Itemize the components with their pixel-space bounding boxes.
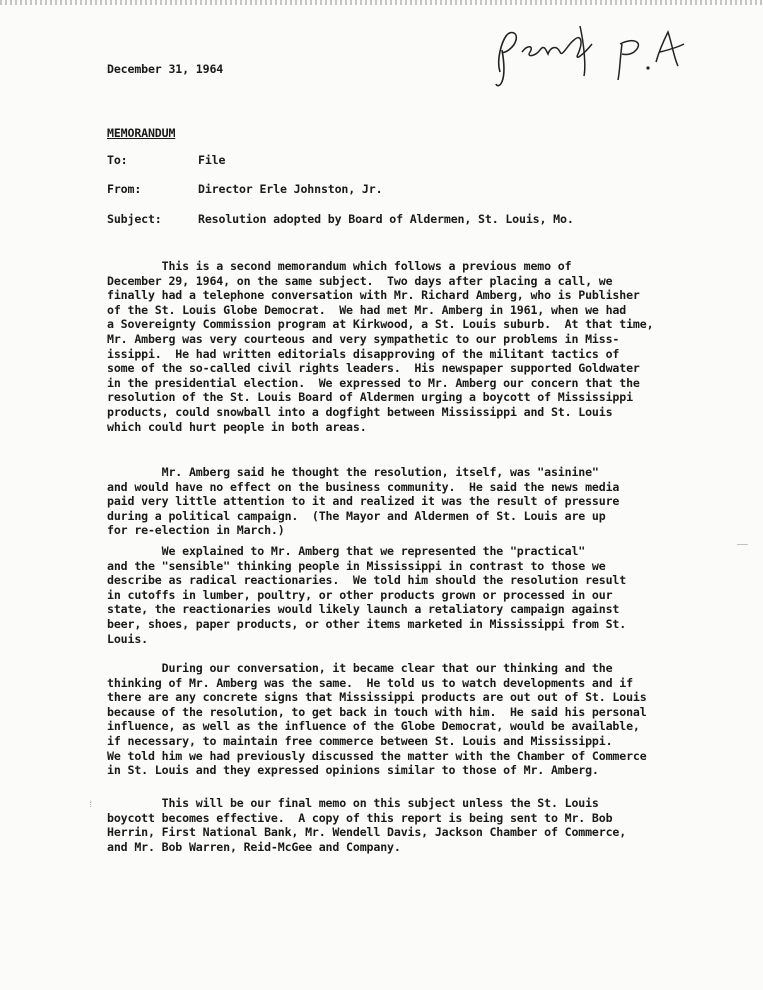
memo-text-line: Mr. Amberg said he thought the resolution, itself, was "asinine" (107, 465, 599, 479)
memo-date: December 31, 1964 (107, 62, 224, 76)
memo-text-line: products, could snowball into a dogfight between Mississippi and St. Louis (107, 405, 613, 419)
memo-text-line: resolution of the St. Louis Board of Aldermen urging a boycott of Mississippi (107, 390, 633, 405)
memo-text-line: and would have no effect on the business community. He said the news media (107, 479, 620, 494)
memo-text-line: and Mr. Bob Warren, Reid-McGee and Company. (107, 839, 401, 854)
page-top-edge (0, 0, 763, 5)
memo-text-line: This will be our final memo on this subject unless the St. Louis (107, 796, 599, 810)
memo-text-line: of the St. Louis Globe Democrat. We had met Mr. Amberg in 1961, when we had (107, 302, 627, 317)
memo-text-line: boycott becomes effective. A copy of this report is being sent to Mr. Bob (107, 810, 613, 825)
memo-text-line: Louis. (107, 631, 148, 646)
memo-text-line: Herrin, First National Bank, Mr. Wendell Davis, Jackson Chamber of Commerce, (107, 825, 627, 840)
memo-text-line: some of the so-called civil rights leaders. His newspaper supported Goldwater (107, 361, 640, 376)
memo-text-line: a Sovereignty Commission program at Kirkwood, a St. Louis suburb. At that time, (107, 317, 654, 332)
memo-text-line: and the "sensible" thinking people in Mississippi in contrast to those we (107, 558, 606, 573)
memo-text-line: thinking of Mr. Amberg was the same. He told us to watch developments and if (107, 675, 633, 690)
memo-text-line: for re-election in March.) (107, 523, 285, 538)
memo-heading: MEMORANDUM (107, 126, 176, 140)
memo-text-line: in cutoffs in lumber, poultry, or other products grown or processed in our (107, 587, 613, 602)
from-label: From: (107, 182, 142, 196)
memo-text-line: because of the resolution, to get back in touch with him. He said his personal (107, 704, 647, 719)
to-value: File (198, 153, 226, 167)
memo-text-line: finally had a telephone conversation with Mr. Richard Amberg, who is Publisher (107, 288, 640, 303)
to-label: To: (107, 153, 128, 167)
memo-text-line: December 29, 1964, on the same subject. Two days after placing a call, we (107, 273, 613, 288)
memo-text-line: issippi. He had written editorials disapproving of the militant tactics of (107, 346, 620, 361)
memo-text-line: if necessary, to maintain free commerce between St. Louis and Mississippi. (107, 734, 613, 748)
memo-text-line: which could hurt people in both areas. (107, 419, 367, 434)
memo-text-line: This is a second memorandum which follows a previous memo of (107, 259, 572, 273)
memo-text-line: Mr. Amberg was very courteous and very sympathetic to our problems in Miss- (107, 332, 620, 346)
memo-text-line: state, the reactionaries would likely launch a retaliatory campaign against (107, 602, 620, 617)
memo-text-line: paid very little attention to it and realized it was the result of pressure (107, 494, 620, 509)
memo-text-line: During our conversation, it became clear that our thinking and the (107, 661, 613, 675)
margin-mark: –– (737, 540, 748, 550)
margin-mark: ⁞ (88, 800, 94, 810)
memo-text-line: We told him we had previously discussed the matter with the Chamber of Commerce (107, 748, 647, 763)
memo-text-line: there are any concrete signs that Mississippi products are out out of St. Louis (107, 690, 647, 705)
memo-text-line: We explained to Mr. Amberg that we represented the "practical" (107, 544, 586, 558)
memo-text-line: in St. Louis and they expressed opinions similar to those of Mr. Amberg. (107, 763, 599, 778)
subject-label: Subject: (107, 212, 162, 226)
memo-text-line: describe as radical reactionaries. We told him should the resolution result (107, 573, 627, 588)
memo-text-line: influence, as well as the influence of the Globe Democrat, would be available, (107, 719, 640, 734)
subject-value: Resolution adopted by Board of Aldermen, St. Louis, Mo. (198, 212, 574, 226)
memo-text-line: during a political campaign. (The Mayor and Aldermen of St. Louis are up (107, 508, 606, 523)
handwritten-signature (488, 14, 708, 94)
from-value: Director Erle Johnston, Jr. (198, 182, 383, 196)
memo-text-line: in the presidential election. We expressed to Mr. Amberg our concern that the (107, 375, 640, 390)
memo-text-line: beer, shoes, paper products, or other items marketed in Mississippi from St. (107, 617, 627, 631)
